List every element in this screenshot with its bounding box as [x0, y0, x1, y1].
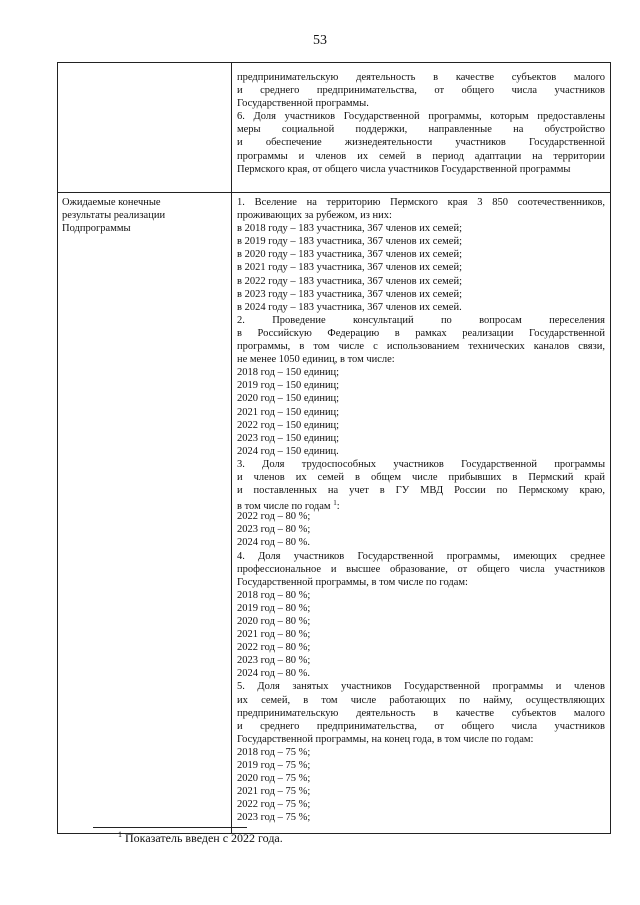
text-line: Государственной программы, на конец года, в том числе по годам:: [237, 733, 534, 745]
text-line: 4. Доля участников Государственной программы, имеющих среднее: [237, 550, 605, 562]
text-line: 2021 год – 75 %;: [237, 786, 311, 798]
text-line: и обеспечение жизнедеятельности участников Государственной: [237, 137, 605, 149]
text-line-suffix: :: [336, 501, 340, 513]
row-label-line: результаты реализации: [62, 210, 166, 222]
text-line: Государственной программы, в том числе по годам:: [237, 576, 468, 588]
text-line: программы и членов их семей в период адаптации на территории: [237, 150, 605, 162]
text-line: 6. Доля участников Государственной программы, которым предоставлены: [237, 111, 605, 123]
text-line: программы, в том числе с использованием технических каналов связи,: [237, 341, 605, 353]
footnote-mark: 1: [118, 830, 122, 839]
subprogram-table: [57, 62, 611, 834]
text-line: профессиональное и высшее образование, от общего числа участников: [237, 563, 605, 575]
text-line: 2024 год – 80 %.: [237, 537, 310, 549]
text-line: 2023 год – 75 %;: [237, 812, 311, 824]
text-line: 2018 год – 150 единиц;: [237, 367, 340, 379]
text-line: 2019 год – 80 %;: [237, 602, 311, 614]
text-line: 2023 год – 150 единиц;: [237, 432, 340, 444]
text-line: в 2024 году – 183 участника, 367 членов их семей.: [237, 301, 462, 313]
footnote: [118, 830, 283, 846]
text-line: 2024 год – 80 %.: [237, 668, 310, 680]
text-line: 2022 год – 80 %;: [237, 511, 311, 523]
row-content-cell: [232, 193, 611, 834]
text-line: [237, 497, 605, 513]
page-number: 53: [313, 33, 327, 48]
text-line: меры социальной поддержки, направленные на обустройство: [237, 124, 605, 136]
text-line: Пермского края, от общего числа участников Государственной программы: [237, 163, 571, 175]
text-line: в 2021 году – 183 участника, 367 членов их семей;: [237, 262, 462, 274]
table-row: [58, 193, 611, 834]
row-label-line: Ожидаемые конечные: [62, 197, 161, 208]
text-line: 2022 год – 75 %;: [237, 799, 311, 811]
text-line: в 2022 году – 183 участника, 367 членов их семей;: [237, 275, 462, 287]
text-line: 2. Проведение консультаций по вопросам переселения: [237, 314, 605, 326]
text-line: 2018 год – 80 %;: [237, 589, 311, 601]
text-line: в Российскую Федерацию в рамках реализации Государственной: [237, 327, 605, 339]
text-line: и членов их семей в общем числе прибывших в Пермский край: [237, 471, 605, 483]
text-line: 5. Доля занятых участников Государственной программы и членов: [237, 681, 605, 693]
text-line: и среднего предпринимательства, от общего числа участников: [237, 85, 605, 97]
text-line: предпринимательскую деятельность в качестве субъектов малого: [237, 72, 605, 83]
text-line: 2024 год – 150 единиц.: [237, 445, 339, 457]
text-line: в 2023 году – 183 участника, 367 членов их семей;: [237, 288, 462, 300]
text-line-content: в том числе по годам: [237, 501, 331, 513]
text-line: 2021 год – 150 единиц;: [237, 406, 340, 418]
text-line: 2018 год – 75 %;: [237, 746, 311, 758]
text-line: проживающих за рубежом, из них:: [237, 210, 392, 222]
row-label-cell: [58, 63, 232, 193]
footnote-text: Показатель введен с 2022 года.: [125, 831, 283, 845]
text-line: и среднего предпринимательства, от общего числа участников: [237, 720, 605, 732]
text-line: 2023 год – 80 %;: [237, 655, 311, 667]
text-line: в 2019 году – 183 участника, 367 членов их семей;: [237, 236, 462, 248]
text-line: 3. Доля трудоспособных участников Государственной программы: [237, 458, 605, 470]
text-line: их семей, в том числе работающих по найму, осуществляющих: [237, 694, 605, 706]
text-line: в 2020 году – 183 участника, 367 членов их семей;: [237, 249, 462, 261]
text-line: 2019 год – 75 %;: [237, 760, 311, 772]
text-line: 2022 год – 80 %;: [237, 642, 311, 654]
text-line: 2023 год – 80 %;: [237, 524, 311, 536]
text-line: в 2018 году – 183 участника, 367 членов их семей;: [237, 223, 462, 235]
text-line: 2020 год – 75 %;: [237, 773, 311, 785]
text-line: 2020 год – 80 %;: [237, 616, 311, 627]
text-line: 2020 год – 150 единиц;: [237, 393, 340, 405]
table-row: [58, 63, 611, 193]
text-line: Государственной программы.: [237, 98, 369, 110]
text-line: предпринимательскую деятельность в качестве субъектов малого: [237, 707, 605, 719]
text-line: не менее 1050 единиц, в том числе:: [237, 354, 395, 366]
text-line: 2022 год – 150 единиц;: [237, 419, 340, 431]
row-label-line: Подпрограммы: [62, 223, 131, 235]
text-line: и поставленных на учет в ГУ МВД России по Пермскому краю,: [237, 485, 605, 497]
row-label-cell: [58, 193, 232, 834]
footnote-reference: 1: [333, 499, 337, 508]
footnote-separator: [93, 827, 247, 828]
text-line: 2021 год – 80 %;: [237, 629, 311, 641]
text-line: 1. Вселение на территорию Пермского края 3 850 соотечественников,: [237, 197, 605, 208]
text-line: 2019 год – 150 единиц;: [237, 380, 340, 392]
row-content-cell: [232, 63, 611, 193]
